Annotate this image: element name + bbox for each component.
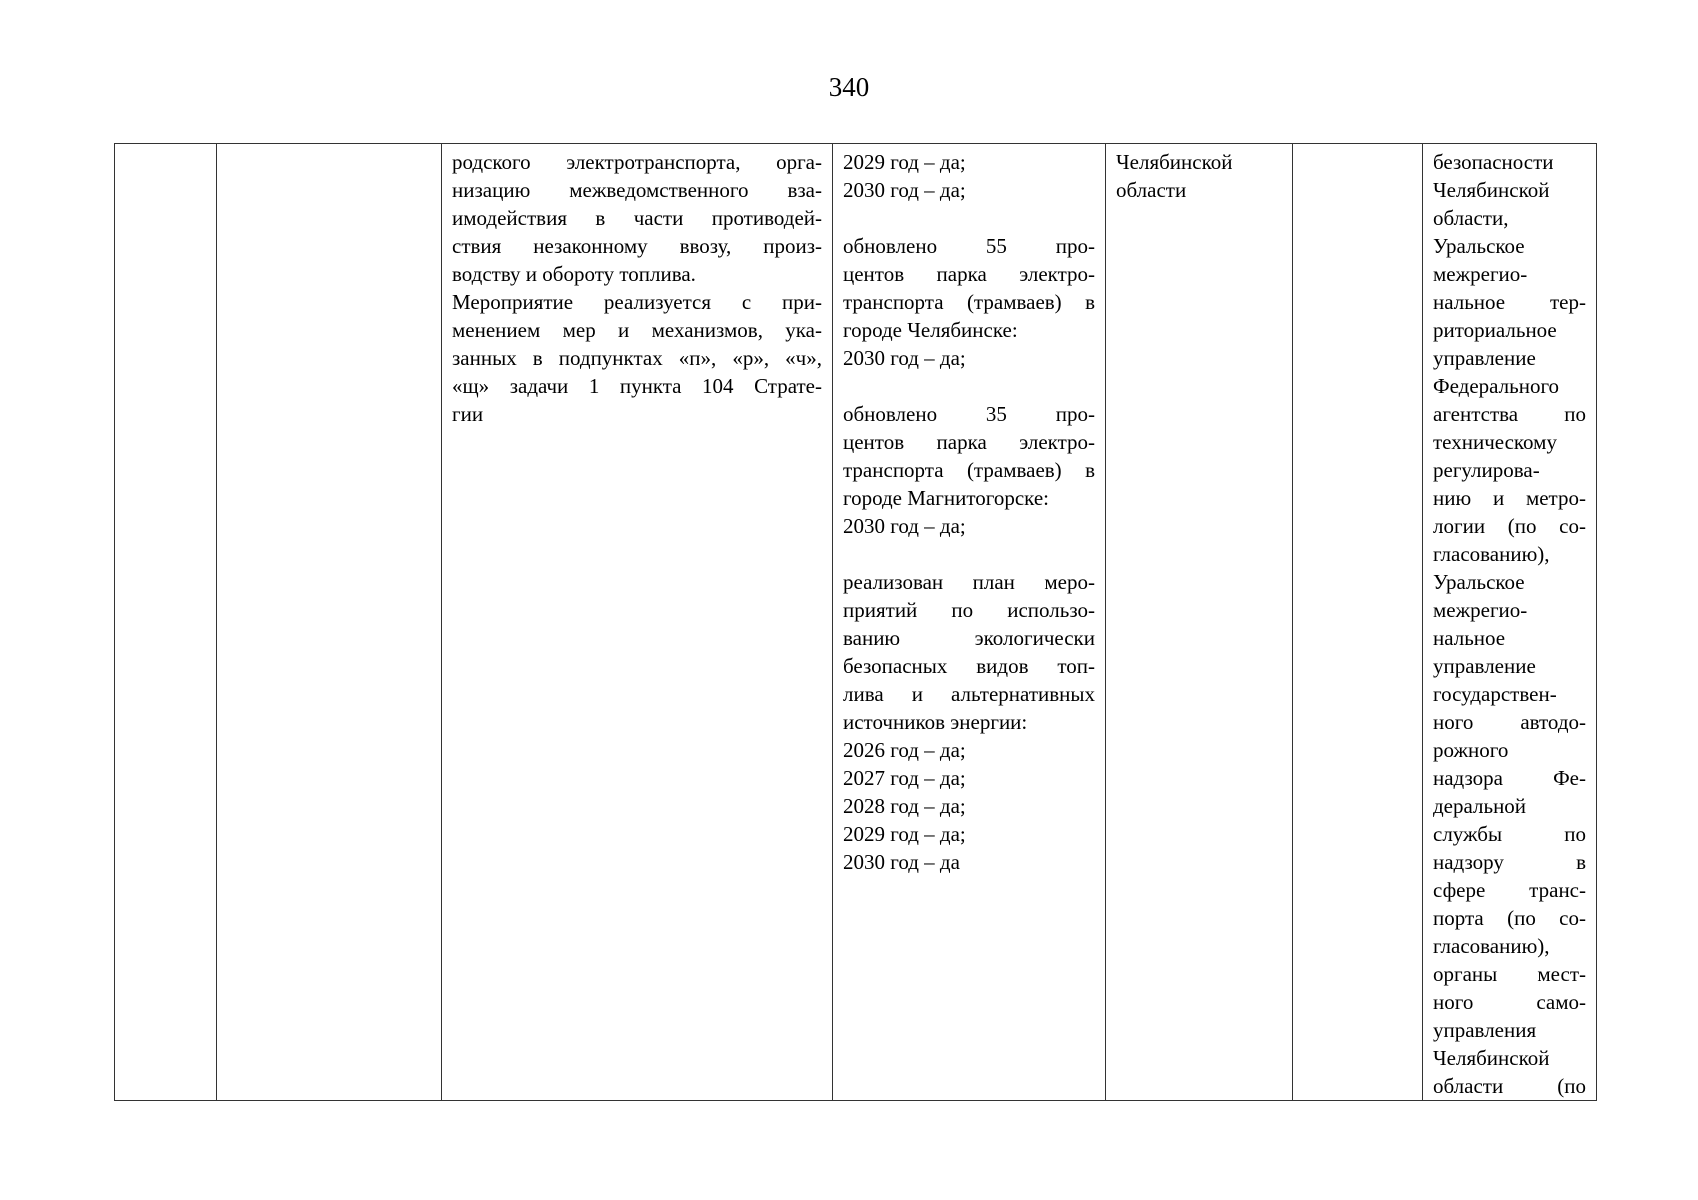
table-cell-empty <box>1293 144 1423 1101</box>
text-line: регулирова- <box>1433 458 1540 482</box>
text-line: управление <box>1433 346 1536 370</box>
text-line: занных в подпунктах «п», «р», «ч», <box>452 346 822 370</box>
text-line: деральной <box>1433 794 1527 818</box>
text-line: управления <box>1433 1018 1537 1042</box>
text-line: менением мер и механизмов, ука- <box>452 318 822 342</box>
text-line: службы по <box>1433 822 1586 846</box>
table-cell-responsible <box>1423 144 1597 1101</box>
text-line: надзора Фе- <box>1433 766 1586 790</box>
text-line: городе Магнитогорске: <box>843 486 1049 510</box>
text-line: нальное <box>1433 626 1506 650</box>
text-line <box>843 372 1095 400</box>
text-line: техническому <box>1433 430 1557 454</box>
text-line: 2030 год – да <box>843 850 960 874</box>
text-line: гласованию), <box>1433 934 1550 958</box>
table-cell-description <box>442 144 833 1101</box>
text-line: 2027 год – да; <box>843 766 966 790</box>
text-line: 2029 год – да; <box>843 150 966 174</box>
text-line: Уральское <box>1433 234 1525 258</box>
document-table <box>114 143 1597 1101</box>
cell-text <box>452 148 822 428</box>
text-line: городе Челябинске: <box>843 318 1018 342</box>
text-line: родского электротранспорта, орга- <box>452 150 822 174</box>
text-line: обновлено 55 про- <box>843 234 1095 258</box>
text-line: безопасности <box>1433 150 1554 174</box>
text-line: реализован план меро- <box>843 570 1095 594</box>
text-line: логии (по со- <box>1433 514 1586 538</box>
text-line: имодействия в части противодей- <box>452 206 822 230</box>
text-line: Мероприятие реализуется с при- <box>452 290 822 314</box>
text-line: ного само- <box>1433 990 1586 1014</box>
text-line: транспорта (трамваев) в <box>843 290 1095 314</box>
text-line: агентства по <box>1433 402 1586 426</box>
text-line: лива и альтернативных <box>843 682 1095 706</box>
text-line: сфере транс- <box>1433 878 1586 902</box>
text-line: рожного <box>1433 738 1509 762</box>
text-line: управление <box>1433 654 1536 678</box>
table-cell-name <box>217 144 442 1101</box>
text-line: 2030 год – да; <box>843 178 966 202</box>
text-line: Федерального <box>1433 374 1560 398</box>
cell-text <box>843 148 1095 876</box>
text-line: Челябинской <box>1116 150 1233 174</box>
text-line: риториальное <box>1433 318 1557 342</box>
text-line: центов парка электро- <box>843 430 1095 454</box>
text-line: межрегио- <box>1433 598 1528 622</box>
text-line: области <box>1116 178 1187 202</box>
text-line: центов парка электро- <box>843 262 1095 286</box>
table-cell-number <box>115 144 217 1101</box>
text-line: ванию экологически <box>843 626 1095 650</box>
text-line: нальное тер- <box>1433 290 1586 314</box>
text-line: транспорта (трамваев) в <box>843 458 1095 482</box>
text-line: Челябинской <box>1433 178 1550 202</box>
text-line: надзору в <box>1433 850 1586 874</box>
text-line: 2030 год – да; <box>843 514 966 538</box>
text-line: ного автодо- <box>1433 710 1586 734</box>
text-line: 2029 год – да; <box>843 822 966 846</box>
text-line: безопасных видов топ- <box>843 654 1095 678</box>
text-line: водству и обороту топлива. <box>452 262 696 286</box>
text-line: низацию межведомственного вза- <box>452 178 822 202</box>
text-line: Уральское <box>1433 570 1525 594</box>
text-line: источников энергии: <box>843 710 1028 734</box>
text-line: нию и метро- <box>1433 486 1586 510</box>
text-line: гии <box>452 402 484 426</box>
text-line: 2028 год – да; <box>843 794 966 818</box>
text-line: органы мест- <box>1433 962 1586 986</box>
text-line: 2026 год – да; <box>843 738 966 762</box>
text-line: межрегио- <box>1433 262 1528 286</box>
text-line <box>843 540 1095 568</box>
text-line: области, <box>1433 206 1509 230</box>
text-line: гласованию), <box>1433 542 1550 566</box>
text-line: «щ» задачи 1 пункта 104 Страте- <box>452 374 822 398</box>
text-line <box>843 204 1095 232</box>
text-line: обновлено 35 про- <box>843 402 1095 426</box>
text-line: 2030 год – да; <box>843 346 966 370</box>
page-number: 340 <box>828 72 870 102</box>
text-line: порта (по со- <box>1433 906 1586 930</box>
text-line: области (по <box>1433 1074 1586 1098</box>
table-row <box>115 144 1597 1101</box>
text-line: ствия незаконному ввозу, произ- <box>452 234 822 258</box>
cell-text <box>1433 148 1586 1100</box>
text-line: приятий по использо- <box>843 598 1095 622</box>
table-cell-territory <box>1106 144 1293 1101</box>
text-line: Челябинской <box>1433 1046 1550 1070</box>
text-line: государствен- <box>1433 682 1557 706</box>
table-cell-indicators <box>833 144 1106 1101</box>
cell-text <box>1116 148 1282 204</box>
